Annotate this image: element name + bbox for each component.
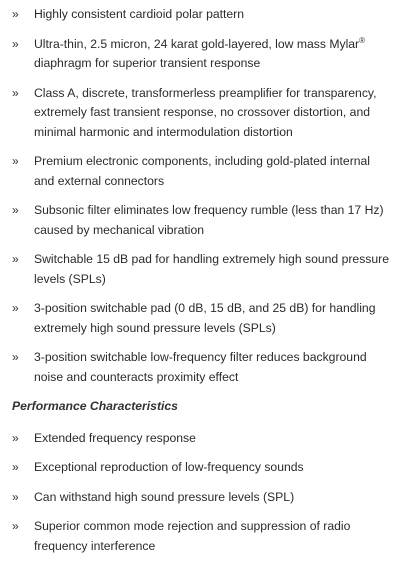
feature-text: Highly consistent cardioid polar pattern (34, 7, 245, 21)
registered-mark: ® (359, 35, 366, 45)
feature-text (34, 35, 392, 74)
feature-item (0, 152, 400, 191)
feature-item (0, 5, 400, 25)
feature-item (0, 299, 400, 338)
double-chevron-right-icon: » (12, 85, 18, 100)
double-chevron-right-icon: » (12, 489, 18, 504)
feature-item (0, 201, 400, 240)
double-chevron-right-icon: » (12, 36, 18, 51)
feature-text: Class A, discrete, transformerless preamplifier for transparency, extremely fast transient response, no crossover distortion, and minimal harmonic and intermodulation distortion (34, 85, 377, 139)
performance-item (0, 429, 400, 449)
section-heading: Performance Characteristics (12, 399, 178, 413)
double-chevron-right-icon: » (12, 301, 18, 315)
performance-text: Superior common mode rejection and suppression of radio frequency interference (34, 519, 351, 553)
performance-text: Exceptional reproduction of low-frequency sounds (34, 460, 304, 474)
double-chevron-right-icon: » (12, 430, 18, 445)
performance-item (0, 458, 400, 478)
double-chevron-right-icon: » (12, 252, 18, 266)
feature-text-part: diaphragm for superior transient response (34, 56, 261, 70)
feature-text: 3-position switchable pad (0 dB, 15 dB, and 25 dB) for handling extremely high sound pressure levels (SPLs) (34, 301, 376, 335)
performance-text: Extended frequency response (34, 430, 196, 445)
feature-text-part: Ultra-thin, 2.5 micron, 24 karat gold-layered, low mass Mylar (34, 36, 360, 51)
performance-item (0, 488, 400, 508)
feature-item (0, 250, 400, 289)
feature-item (0, 348, 400, 387)
feature-text: Switchable 15 dB pad for handling extremely high sound pressure levels (SPLs) (34, 252, 390, 286)
double-chevron-right-icon: » (12, 7, 18, 21)
feature-item (0, 84, 400, 143)
performance-list (0, 429, 400, 557)
feature-text: Premium electronic components, including gold-plated internal and external connectors (34, 154, 371, 188)
feature-text: Subsonic filter eliminates low frequency rumble (less than 17 Hz) caused by mechanical vibration (34, 203, 384, 237)
double-chevron-right-icon: » (12, 519, 18, 533)
feature-text: 3-position switchable low-frequency filter reduces background noise and counteracts proximity effect (34, 350, 367, 384)
feature-list (0, 5, 400, 387)
feature-item (0, 35, 400, 74)
performance-item (0, 517, 400, 556)
double-chevron-right-icon: » (12, 154, 18, 168)
performance-text: Can withstand high sound pressure levels (SPL) (34, 489, 295, 504)
double-chevron-right-icon: » (12, 460, 18, 474)
double-chevron-right-icon: » (12, 350, 18, 364)
double-chevron-right-icon: » (12, 203, 18, 217)
